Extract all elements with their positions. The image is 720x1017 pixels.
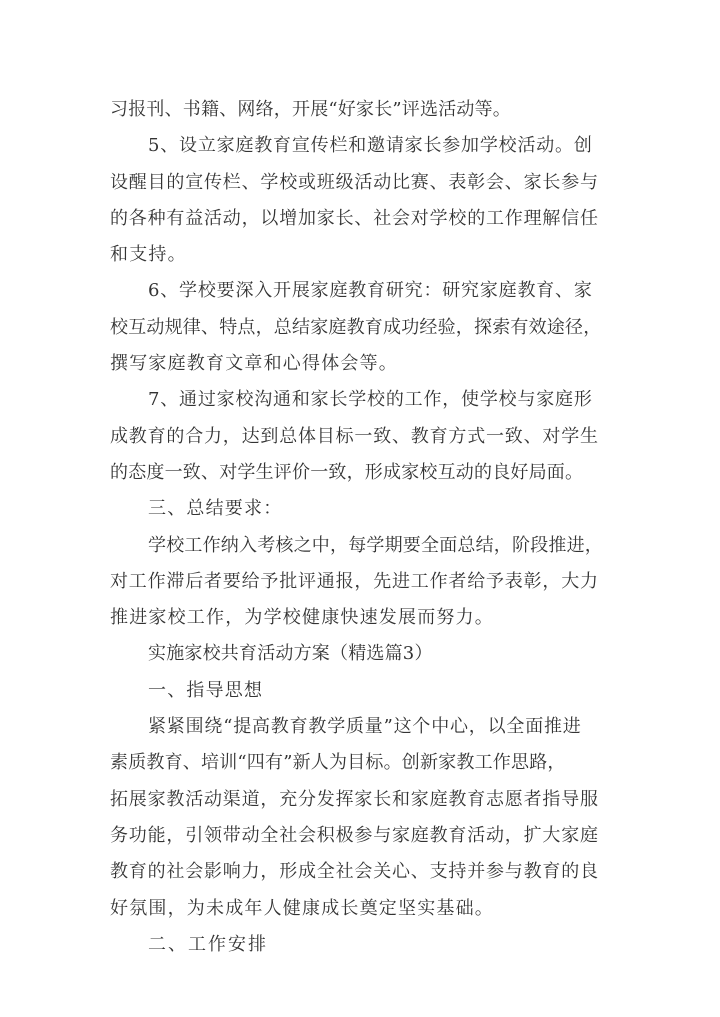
section-heading: 三、总结要求： <box>148 498 283 520</box>
body-line: 务功能，引领带动全社会积极参与家庭教育活动，扩大家庭 <box>110 824 599 846</box>
body-line: 设醒目的宣传栏、学校或班级活动比赛、表彰会、家长参与 <box>110 171 599 193</box>
paragraph-line: 6、学校要深入开展家庭教育研究：研究家庭教育、家 <box>148 280 593 302</box>
body-line: 和支持。 <box>110 244 187 266</box>
body-line: 拓展家教活动渠道，充分发挥家长和家庭教育志愿者指导服 <box>110 788 599 810</box>
paragraph-line: 7、通过家校沟通和家长学校的工作，使学校与家庭形 <box>148 389 593 411</box>
body-line: 推进家校工作，为学校健康快速发展而努力。 <box>110 607 494 629</box>
paragraph-line: 学校工作纳入考核之中，每学期要全面总结，阶段推进， <box>148 534 603 556</box>
body-line: 校互动规律、特点，总结家庭教育成功经验，探索有效途径， <box>110 316 602 338</box>
body-line: 对工作滞后者要给予批评通报，先进工作者给予表彰，大力 <box>110 570 599 592</box>
paragraph-line: 紧紧围绕“提高教育教学质量”这个中心，以全面推进 <box>148 716 582 738</box>
body-line: 的各种有益活动，以增加家长、社会对学校的工作理解信任 <box>110 207 599 229</box>
body-line: 素质教育、培训“四有”新人为目标。创新家教工作思路， <box>110 752 566 774</box>
body-line: 习报刊、书籍、网络，开展“好家长”评选活动等。 <box>110 99 512 120</box>
body-line: 好氛围，为未成年人健康成长奠定坚实基础。 <box>110 897 494 919</box>
section-heading: 一、指导思想 <box>148 679 264 701</box>
section-heading: 二、工作安排 <box>148 933 268 955</box>
document-body <box>110 92 620 963</box>
article-title: 实施家校共育活动方案（精选篇3） <box>148 643 433 665</box>
body-line: 教育的社会影响力，形成全社会关心、支持并参与教育的良 <box>110 861 599 883</box>
body-line: 的态度一致、对学生评价一致，形成家校互动的良好局面。 <box>110 461 584 483</box>
paragraph-line: 5、设立家庭教育宣传栏和邀请家长参加学校活动。创 <box>148 135 593 157</box>
body-line: 成教育的合力，达到总体目标一致、教育方式一致、对学生 <box>110 425 599 447</box>
body-line: 撰写家庭教育文章和心得体会等。 <box>110 353 398 375</box>
